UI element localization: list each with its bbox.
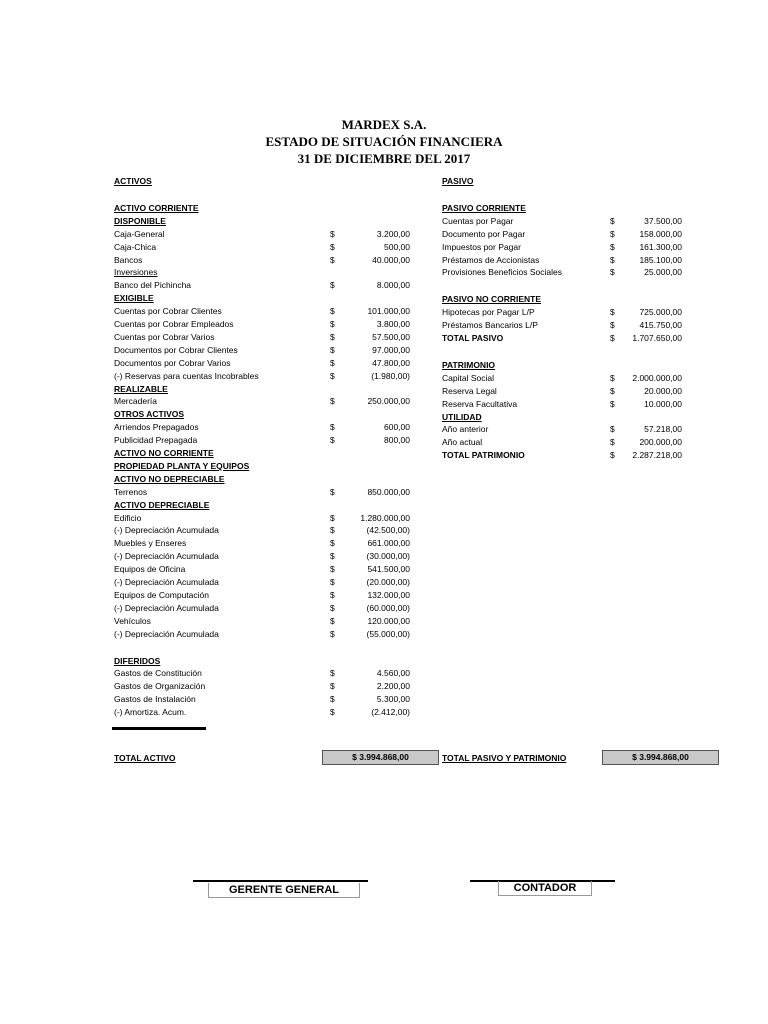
account-amount: 25.000,00 (644, 267, 682, 278)
account-amount: 725.000,00 (639, 307, 682, 318)
section-heading: ACTIVOS (114, 176, 152, 186)
report-date: 31 DE DICIEMBRE DEL 2017 (297, 151, 471, 166)
account-amount: (42.500,00) (366, 525, 410, 536)
account-label: Gastos de Instalación (114, 694, 196, 705)
account-amount: 20.000,00 (644, 385, 682, 396)
section-heading: OTROS ACTIVOS (114, 409, 185, 420)
account-label: Impuestos por Pagar (442, 241, 521, 252)
account-label: TOTAL PASIVO (442, 333, 504, 343)
account-amount: (2.412,00) (371, 707, 410, 718)
account-amount: (1.980,00) (371, 370, 410, 381)
currency-symbol: $ (330, 486, 335, 497)
account-label: Documentos por Cobrar Clientes (114, 344, 238, 355)
currency-symbol: $ (330, 694, 335, 705)
account-label: Hipotecas por Pagar L/P (442, 307, 535, 318)
account-label: (-) Amortiza. Acum. (114, 707, 187, 718)
account-amount: 161.300,00 (639, 241, 682, 252)
currency-symbol: $ (330, 344, 335, 355)
account-amount: 3.800,00 (376, 319, 410, 329)
section-heading: DISPONIBLE (114, 215, 166, 226)
account-amount: 500,00 (384, 241, 410, 252)
section-heading: PASIVO CORRIENTE (442, 202, 526, 213)
account-amount: 158.000,00 (639, 228, 682, 239)
currency-symbol: $ (610, 228, 615, 239)
account-label: (-) Depreciación Acumulada (114, 577, 219, 587)
account-label: (-) Depreciación Acumulada (114, 525, 219, 536)
account-label: Caja-General (114, 228, 165, 239)
section-heading: PASIVO NO CORRIENTE (442, 294, 542, 305)
section-heading: ACTIVO CORRIENTE (114, 202, 199, 213)
account-amount: 10.000,00 (644, 398, 682, 409)
account-amount: 101.000,00 (367, 306, 410, 317)
currency-symbol: $ (330, 577, 335, 587)
account-label: Terrenos (114, 486, 148, 497)
account-amount: 415.750,00 (639, 320, 682, 331)
currency-symbol: $ (330, 615, 335, 626)
currency-symbol: $ (330, 396, 335, 407)
account-label: Edificio (114, 512, 142, 523)
account-label: (-) Depreciación Acumulada (114, 628, 219, 639)
account-amount: 2.287.218,00 (632, 450, 682, 461)
account-label: Préstamos Bancarios L/P (442, 320, 538, 331)
account-label: Muebles y Enseres (114, 538, 187, 549)
currency-symbol: $ (330, 512, 335, 523)
currency-symbol: $ (330, 525, 335, 536)
account-amount: 1.707.650,00 (632, 333, 682, 343)
account-amount: 2.000.000,00 (632, 372, 682, 383)
currency-symbol: $ (330, 602, 335, 613)
currency-symbol: $ (330, 551, 335, 562)
account-label: Año anterior (442, 424, 489, 435)
currency-symbol: $ (330, 370, 335, 381)
account-label: Publicidad Prepagada (114, 435, 198, 446)
currency-symbol: $ (330, 319, 335, 329)
account-label: (-) Reservas para cuentas Incobrables (114, 370, 259, 381)
account-label: Cuentas por Pagar (442, 215, 514, 226)
account-amount: 2.200,00 (376, 681, 410, 692)
account-label: Provisiones Beneficios Sociales (442, 267, 563, 278)
account-label: Cuentas por Cobrar Empleados (114, 319, 234, 329)
account-label: Equipos de Oficina (114, 564, 186, 575)
account-amount: (60.000,00) (366, 602, 410, 613)
currency-symbol: $ (330, 280, 335, 291)
account-amount: 57.218,00 (644, 424, 682, 435)
account-label: Vehículos (114, 615, 151, 626)
section-heading: Inversiones (114, 267, 158, 278)
account-amount: 850.000,00 (367, 486, 410, 497)
account-amount: 132.000,00 (367, 589, 410, 600)
currency-symbol: $ (330, 306, 335, 317)
account-label: Reserva Legal (442, 385, 497, 396)
account-amount: 8.000,00 (376, 280, 410, 291)
currency-symbol: $ (330, 357, 335, 368)
account-amount: 541.500,00 (367, 564, 410, 575)
total-pasivo-patrimonio-value: $ 3.994.868,00 (602, 750, 719, 765)
account-label: Capital Social (442, 372, 494, 383)
account-label: Reserva Facultativa (442, 398, 518, 409)
section-heading: ACTIVO NO CORRIENTE (114, 448, 214, 458)
account-label: (-) Depreciación Acumulada (114, 602, 219, 613)
currency-symbol: $ (330, 435, 335, 446)
currency-symbol: $ (330, 668, 335, 679)
total-activo-value: $ 3.994.868,00 (322, 750, 439, 765)
section-heading: ACTIVO NO DEPRECIABLE (114, 473, 225, 484)
account-label: Banco del Pichincha (114, 280, 192, 291)
account-amount: (30.000,00) (366, 551, 410, 562)
currency-symbol: $ (610, 333, 615, 343)
account-label: Cuentas por Cobrar Varios (114, 331, 215, 342)
account-amount: 1.280.000,00 (360, 512, 410, 523)
contador-signature-label: CONTADOR (498, 881, 592, 896)
currency-symbol: $ (330, 564, 335, 575)
total-activo-label: TOTAL ACTIVO (114, 753, 176, 763)
account-amount: 37.500,00 (644, 215, 682, 226)
account-amount: 600,00 (384, 422, 410, 433)
currency-symbol: $ (610, 254, 615, 265)
account-amount: 250.000,00 (367, 396, 410, 407)
account-amount: 40.000,00 (372, 254, 410, 265)
account-amount: (55.000,00) (366, 628, 410, 639)
section-heading: ACTIVO DEPRECIABLE (114, 499, 210, 510)
account-amount: 200.000,00 (639, 437, 682, 448)
gerente-signature-label: GERENTE GENERAL (208, 883, 360, 898)
account-label: Cuentas por Cobrar Clientes (114, 306, 222, 317)
currency-symbol: $ (330, 254, 335, 265)
currency-symbol: $ (610, 267, 615, 278)
section-heading: REALIZABLE (114, 383, 168, 394)
gerente-signature-line (193, 880, 368, 882)
account-label: Bancos (114, 254, 143, 265)
currency-symbol: $ (330, 331, 335, 342)
account-label: TOTAL PATRIMONIO (442, 450, 525, 461)
section-heading: PATRIMONIO (442, 359, 496, 370)
currency-symbol: $ (610, 385, 615, 396)
currency-symbol: $ (330, 589, 335, 600)
company-name: MARDEX S.A. (341, 117, 427, 132)
account-amount: (20.000,00) (366, 577, 410, 587)
section-heading: EXIGIBLE (114, 293, 154, 304)
currency-symbol: $ (610, 450, 615, 461)
account-label: Gastos de Constitución (114, 668, 202, 679)
account-amount: 4.560,00 (376, 668, 410, 679)
account-label: Gastos de Organización (114, 681, 206, 692)
currency-symbol: $ (610, 437, 615, 448)
currency-symbol: $ (330, 538, 335, 549)
account-label: (-) Depreciación Acumulada (114, 551, 219, 562)
total-pasivo-patrimonio-label: TOTAL PASIVO Y PATRIMONIO (442, 753, 567, 763)
currency-symbol: $ (330, 422, 335, 433)
account-amount: 3.200,00 (376, 228, 410, 239)
account-label: Caja-Chica (114, 241, 157, 252)
account-amount: 661.000,00 (367, 538, 410, 549)
currency-symbol: $ (610, 398, 615, 409)
account-amount: 120.000,00 (367, 615, 410, 626)
section-heading: UTILIDAD (442, 411, 482, 422)
account-label: Arriendos Prepagados (114, 422, 199, 433)
currency-symbol: $ (330, 228, 335, 239)
report-title: ESTADO DE SITUACIÓN FINANCIERA (265, 134, 503, 149)
currency-symbol: $ (330, 681, 335, 692)
currency-symbol: $ (610, 320, 615, 331)
currency-symbol: $ (330, 707, 335, 718)
section-heading: DIFERIDOS (114, 655, 161, 666)
currency-symbol: $ (610, 241, 615, 252)
account-amount: 800,00 (384, 435, 410, 446)
account-amount: 185.100,00 (639, 254, 682, 265)
currency-symbol: $ (610, 372, 615, 383)
account-label: Documento por Pagar (442, 228, 526, 239)
account-label: Mercadería (114, 396, 157, 407)
currency-symbol: $ (330, 628, 335, 639)
section-heading: PROPIEDAD PLANTA Y EQUIPOS (114, 460, 250, 471)
account-label: Documentos por Cobrar Varios (114, 357, 231, 368)
currency-symbol: $ (330, 241, 335, 252)
account-amount: 5.300,00 (376, 694, 410, 705)
account-amount: 47.800,00 (372, 357, 410, 368)
separator-rule (112, 727, 206, 730)
section-heading: PASIVO (442, 176, 474, 186)
account-label: Equipos de Computación (114, 589, 209, 600)
currency-symbol: $ (610, 424, 615, 435)
currency-symbol: $ (610, 215, 615, 226)
account-label: Año actual (442, 437, 483, 448)
account-amount: 57.500,00 (372, 331, 410, 342)
account-amount: 97.000,00 (372, 344, 410, 355)
currency-symbol: $ (610, 307, 615, 318)
account-label: Préstamos de Accionistas (442, 254, 540, 265)
